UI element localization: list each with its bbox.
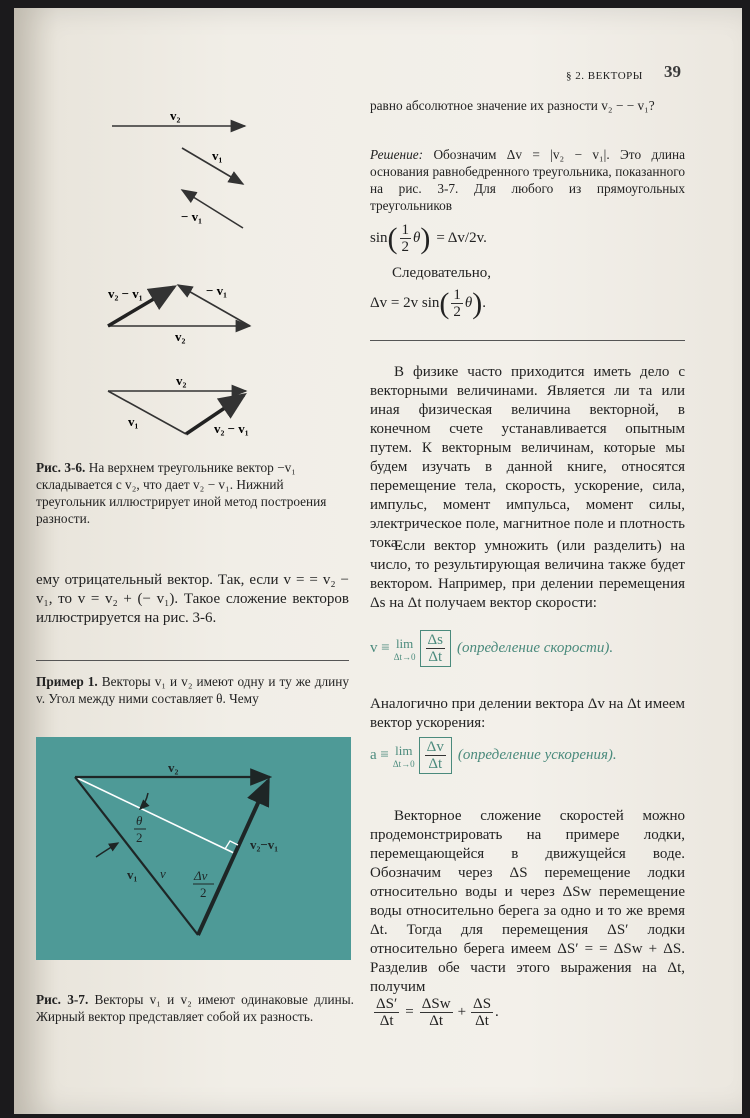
v2-base-label: v₂ bbox=[175, 329, 186, 344]
theta-pointer-top bbox=[140, 793, 148, 809]
solution-lead: Решение: bbox=[370, 147, 424, 162]
v2-label-fig37: v₂ bbox=[168, 760, 179, 775]
lim-accel: lim Δt→0 bbox=[392, 742, 415, 769]
caption-text: На верхнем треугольнике вектор −v₁ складывается с v₂, что дает v₂ − v₁. Нижний треугольник иллюстрирует иной метод построения разности. bbox=[36, 460, 327, 526]
formula-accel: a ≡ lim Δt→0 $\frac{\Delta v}{\Delta t}$ (определение ускорения). bbox=[370, 739, 617, 772]
figure-3-6 bbox=[90, 100, 280, 445]
solution-block bbox=[370, 146, 685, 214]
example-1 bbox=[36, 673, 349, 707]
theta-2: θ bbox=[464, 295, 473, 311]
accel-note: (определение ускорения). bbox=[457, 747, 617, 763]
example-text: Векторы v₁ и v₂ имеют одну и ту же длину v. Угол между ними составляет θ. Чему bbox=[36, 674, 349, 706]
velocity-fraction: $\frac{\Delta s}{\Delta t}$ bbox=[420, 630, 451, 667]
v1-label-fig37: v₁ bbox=[127, 867, 138, 882]
paragraph-vectors: В физике часто приходится иметь дело с векторными величинами. Является ли та или иная физическая величина векторной, в конечном счете устанавливается опытным путем. К векторным величинам, которые мы будем изучать в данной книге, относятся перемещение тела, скорость, ускорение, сила, импульс, момент импульса, момент силы, электрическое поле, магнитное поле и плотность тока. bbox=[370, 364, 685, 551]
v2-minus-v1-label: v₂ − v₁ bbox=[108, 286, 143, 301]
v2-label: v₂ bbox=[170, 108, 181, 123]
caption-text-37: Векторы v₁ и v₂ имеют одинаковые длины. Жирный вектор представляет собой их разность. bbox=[36, 992, 354, 1024]
velocity-note: (определение скорости). bbox=[457, 640, 614, 656]
theta-label: θ bbox=[136, 813, 143, 828]
dv-lhs: Δv = 2v sin bbox=[370, 295, 440, 311]
neg-v1-label: − v₁ bbox=[181, 209, 203, 224]
v1-side-label: v₁ bbox=[128, 414, 139, 429]
theta-two: 2 bbox=[136, 830, 143, 845]
solution-text: Обозначим Δv = |v₂ − v₁|. Это длина основания равнобедренного треугольника, показанного на рис. 3-7. Для любого из прямоугольных треугольников bbox=[370, 147, 685, 213]
paragraph-accel: Аналогично при делении вектора Δv на Δt имеем вектор ускорения: bbox=[370, 696, 685, 731]
accel-fraction: $\frac{\Delta v}{\Delta t}$ bbox=[419, 737, 452, 774]
neg-v1-side-label: − v₁ bbox=[206, 283, 228, 298]
divider-left bbox=[36, 660, 349, 661]
v2-minus-v1-lower-label: v₂ − v₁ bbox=[214, 421, 249, 436]
figure-3-7-caption bbox=[36, 991, 354, 1025]
v1-label: v₁ bbox=[212, 148, 223, 163]
v1-line-fig37 bbox=[75, 777, 198, 935]
half-fraction: $\frac{1}{2}$ bbox=[401, 222, 410, 255]
bisector-line bbox=[75, 777, 236, 854]
v2-top-label: v₂ bbox=[176, 373, 187, 388]
caption-lead: Рис. 3-6. bbox=[36, 460, 86, 475]
sin-rhs: = Δv/2v. bbox=[436, 230, 487, 246]
difference-arrow-fig37 bbox=[198, 781, 268, 935]
lim-velocity: lim Δt→0 bbox=[393, 635, 416, 662]
theta-pointer-bottom bbox=[96, 843, 118, 857]
v2-minus-v1-label-fig37: v₂−v₁ bbox=[250, 837, 279, 852]
v-label-fig37: v bbox=[160, 866, 166, 881]
v1-side-line bbox=[108, 391, 186, 434]
example-lead: Пример 1. bbox=[36, 674, 98, 689]
formula-velocity: v ≡ lim Δt→0 $\frac{\Delta s}{\Delta t}$ (определение скорости). bbox=[370, 632, 614, 665]
theta: θ bbox=[413, 230, 421, 246]
figure-3-7 bbox=[36, 737, 351, 960]
figure-3-7-drawing bbox=[36, 737, 351, 960]
divider-right bbox=[370, 340, 685, 341]
half-fraction-2: $\frac{1}{2}$ bbox=[453, 287, 461, 320]
formula-final: $\frac{\Delta S'}{\Delta t}$ = $\frac{\text{ΔSw}}{\Delta t}$ + $\frac{\Delta S}{\Delta t}$ . bbox=[376, 996, 499, 1029]
dv-label: Δv bbox=[194, 868, 208, 883]
formula-sin: sin ( $\frac{1}{2}$ θ ) = Δv/2v. bbox=[370, 221, 487, 255]
sin-text: sin bbox=[370, 230, 388, 246]
page-number: 39 bbox=[664, 62, 681, 81]
dv-two: 2 bbox=[200, 885, 207, 900]
section-header: § 2. ВЕКТОРЫ bbox=[566, 70, 643, 82]
figure-3-6-caption bbox=[36, 459, 349, 527]
formula-dv: Δv = 2v sin ( $\frac{1}{2}$ θ ) . bbox=[370, 286, 486, 320]
caption-lead-37: Рис. 3-7. bbox=[36, 992, 89, 1007]
therefore-text: Следовательно, bbox=[392, 265, 492, 281]
left-paragraph: ему отрицательный вектор. Так, если v = = v₂ − v₁, то v = v₂ + (− v₁). Такое сложение векторов иллюстрируется на рис. 3-6. bbox=[36, 572, 349, 626]
paragraph-multiply: Если вектор умножить (или разделить) на число, то результирующая величина также будет вектором. Например, при делении перемещения Δs на Δt получаем вектор скорости: bbox=[370, 538, 685, 611]
example-continued: равно абсолютное значение их разности v₂ − − v₁? bbox=[370, 98, 655, 113]
paragraph-boat: Векторное сложение скоростей можно продемонстрировать на примере лодки, перемещающейся в движущейся воде. Обозначим через ΔS перемещение лодки относительно воды и через ΔSw перемещение воды относительно берега за одно и то же время Δt. Тогда для перемещения ΔS′ лодки относительно берега имеем ΔS′ = = ΔSw + ΔS. Разделив обе части этого выражения на Δt, получим bbox=[370, 808, 685, 995]
